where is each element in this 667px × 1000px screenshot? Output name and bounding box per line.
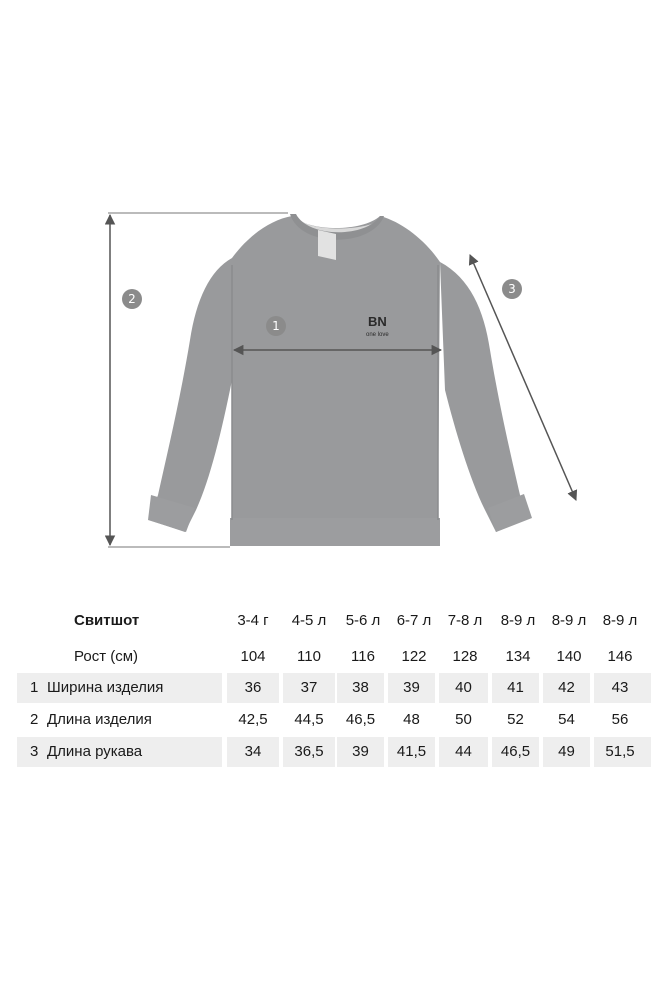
table-cell: 42 <box>558 679 575 696</box>
table-cell: 38 <box>352 679 369 696</box>
table-cell: 37 <box>300 679 318 696</box>
table-title: Свитшот <box>74 612 140 629</box>
table-cell: 39 <box>352 743 369 760</box>
table-cell: 116 <box>351 648 375 665</box>
table-cell: 52 <box>507 711 524 728</box>
size-header: 7-8 л <box>447 612 483 629</box>
row-index: 2 <box>30 711 39 728</box>
brand-logo <box>366 314 389 338</box>
row-label: Длина рукава <box>47 743 143 760</box>
table-cell: 34 <box>244 743 262 760</box>
marker-3-badge <box>502 279 522 299</box>
table-cell: 36,5 <box>294 743 324 760</box>
table-cell: 40 <box>455 679 472 696</box>
table-cell: 140 <box>556 648 582 665</box>
table-cell: 104 <box>240 648 266 665</box>
table-cell: 46,5 <box>345 711 376 728</box>
table-cell: 44,5 <box>294 711 324 728</box>
table-cell: 43 <box>611 679 629 696</box>
table-cell: 51,5 <box>605 743 635 760</box>
row-index: 1 <box>30 679 39 696</box>
row-label: Рост (см) <box>74 648 139 665</box>
table-cell: 41 <box>507 679 524 696</box>
svg-text:3: 3 <box>508 282 516 296</box>
table-cell: 36 <box>244 679 262 696</box>
marker-2-badge <box>122 289 142 309</box>
table-cell: 48 <box>403 711 420 728</box>
table-cell: 46,5 <box>500 743 531 760</box>
row-index: 3 <box>30 743 39 760</box>
table-cell: 128 <box>452 648 478 665</box>
svg-text:BN: BN <box>368 314 387 329</box>
table-cell: 134 <box>505 648 531 665</box>
table-cell: 54 <box>558 711 575 728</box>
table-row-length <box>0 705 667 735</box>
size-header: 4-5 л <box>291 612 327 629</box>
table-row-sleeve <box>0 737 667 767</box>
table-cell: 122 <box>401 648 427 665</box>
table-cell: 50 <box>455 711 472 728</box>
table-cell: 146 <box>607 648 633 665</box>
table-header-row <box>0 606 667 636</box>
table-cell: 41,5 <box>396 743 427 760</box>
table-cell: 49 <box>558 743 575 760</box>
svg-text:2: 2 <box>128 292 136 306</box>
size-header: 8-9 л <box>602 612 638 629</box>
table-row-height <box>0 642 667 672</box>
size-header: 3-4 г <box>237 612 269 629</box>
table-cell: 39 <box>403 679 420 696</box>
size-header: 5-6 л <box>345 612 381 629</box>
size-header: 8-9 л <box>500 612 536 629</box>
table-cell: 44 <box>455 743 472 760</box>
table-cell: 56 <box>611 711 629 728</box>
svg-text:one love: one love <box>366 332 389 338</box>
table-row-width <box>0 673 667 703</box>
row-label: Длина изделия <box>47 711 152 728</box>
marker-1-badge <box>266 316 286 336</box>
size-header: 8-9 л <box>551 612 587 629</box>
size-header: 6-7 л <box>396 612 432 629</box>
row-label: Ширина изделия <box>47 679 164 696</box>
svg-text:1: 1 <box>272 319 280 333</box>
table-cell: 110 <box>297 648 321 665</box>
table-cell: 42,5 <box>238 711 268 728</box>
